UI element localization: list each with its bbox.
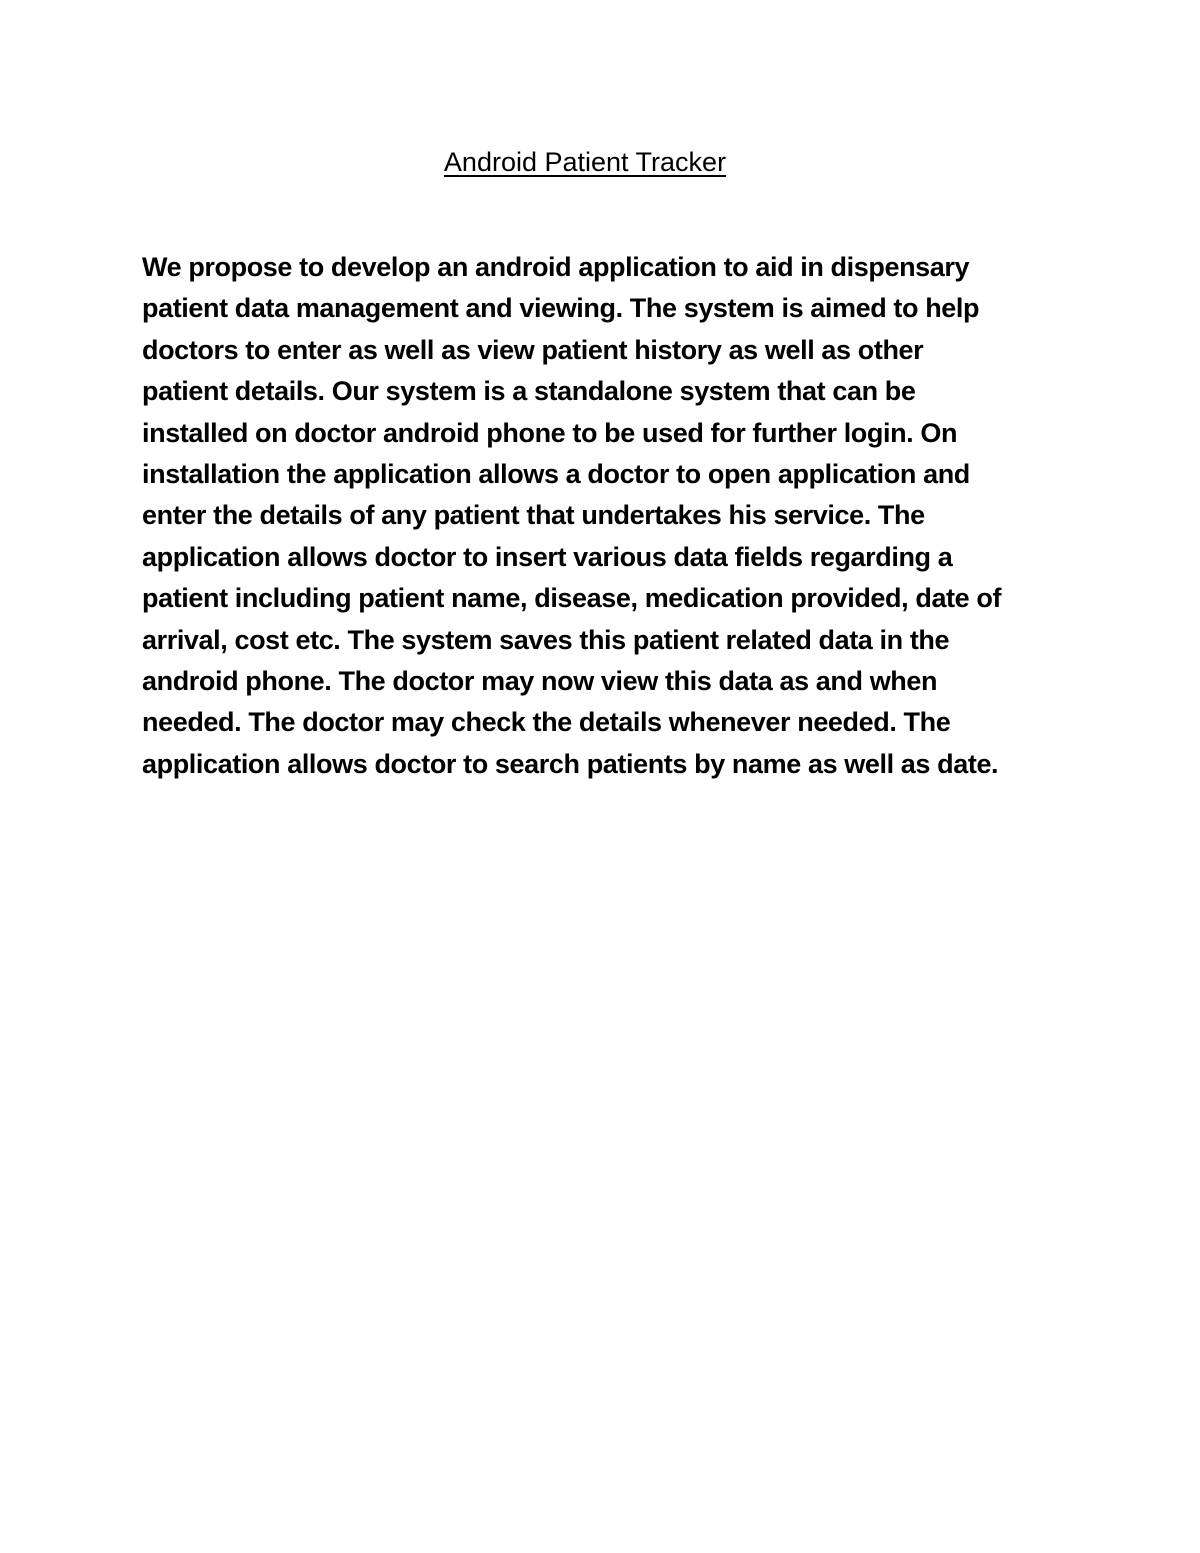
paragraph-line: patient details. Our system is a standalone system that can be — [142, 376, 916, 407]
paragraph-line: enter the details of any patient that undertakes his service. The — [142, 500, 925, 531]
paragraph-line: doctors to enter as well as view patient history as well as other — [142, 334, 924, 365]
paragraph-line: arrival, cost etc. The system saves this patient related data in the — [142, 624, 950, 655]
paragraph-line: patient including patient name, disease, medication provided, date of — [142, 583, 1002, 614]
paragraph-line: android phone. The doctor may now view this data as and when — [142, 666, 938, 697]
paragraph-line: We propose to develop an android application to aid in dispensary — [142, 252, 970, 282]
paragraph-line: installation the application allows a doctor to open application and — [142, 459, 970, 490]
paragraph-line: installed on doctor android phone to be used for further login. On — [142, 417, 958, 448]
document-title: Android Patient Tracker — [443, 147, 727, 177]
paragraph-line: needed. The doctor may check the details whenever needed. The — [142, 707, 951, 738]
paragraph-line: patient data management and viewing. The system is aimed to help — [142, 293, 980, 324]
paragraph-line: application allows doctor to search patients by name as well as date. — [142, 748, 999, 779]
document-paragraph — [142, 247, 1072, 785]
paragraph-line: application allows doctor to insert various data fields regarding a — [142, 541, 953, 572]
